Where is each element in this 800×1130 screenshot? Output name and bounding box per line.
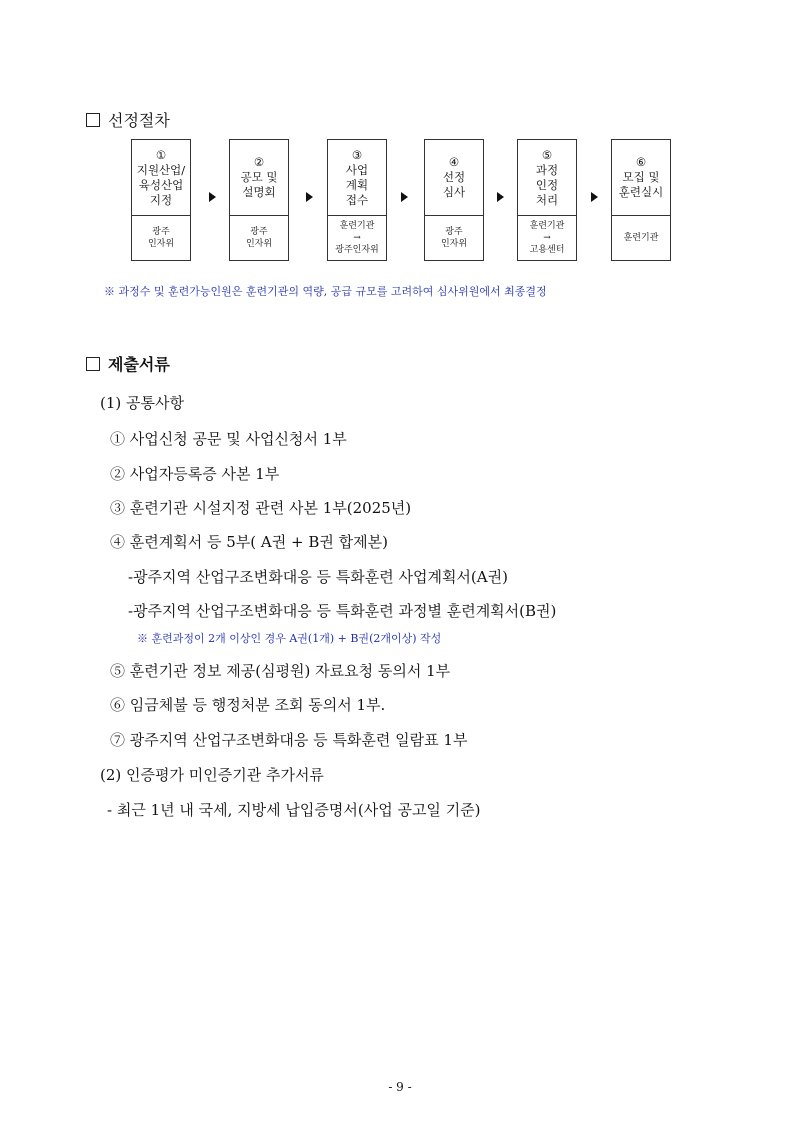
flow-step-label: 육성산업 [138, 177, 184, 192]
flow-step-number: ③ [351, 147, 363, 162]
doc-item: ⑥ 임금체불 등 행정처분 조회 동의서 1부. [110, 696, 386, 714]
flow-step-box [229, 139, 289, 261]
flow-step-owner-text: 훈련기관 [623, 233, 659, 243]
flow-step-label: 계획 [345, 177, 369, 192]
flow-step-label: 과정 [535, 162, 559, 177]
flow-step-label: 설명회 [242, 185, 276, 199]
flow-step-owner [230, 216, 288, 260]
doc-subitem: -광주지역 산업구조변화대응 등 특화훈련 과정별 훈련계획서(B권) [128, 602, 557, 620]
flow-step-number: ② [253, 155, 265, 169]
flow-step-main [230, 140, 288, 216]
flow-step-owner [612, 216, 670, 260]
flow-step-label: 인정 [535, 177, 559, 192]
subsection-additional: (2) 인증평가 미인증기관 추가서류 [100, 766, 324, 784]
flow-step-main [132, 140, 190, 216]
flow-step-owner-text: 광주 [250, 227, 268, 237]
flow-step-label: 공모 및 [240, 170, 278, 184]
flow-step-label: 심사 [442, 185, 466, 199]
flow-step-label: 모집 및 [622, 170, 660, 184]
flow-arrow-icon [306, 192, 313, 202]
flow-step-owner [425, 216, 483, 260]
flow-step-number: ④ [448, 155, 460, 169]
flow-step-owner-text: 인자위 [245, 239, 273, 249]
page-number: - 9 - [388, 1080, 412, 1094]
doc-subitem: -광주지역 산업구조변화대응 등 특화훈련 사업계획서(A권) [128, 568, 508, 586]
doc-item: ④ 훈련계획서 등 5부( A권 + B권 합제본) [110, 533, 388, 551]
doc-item: ⑦ 광주지역 산업구조변화대응 등 특화훈련 일람표 1부 [110, 731, 468, 749]
additional-item: - 최근 1년 내 국세, 지방세 납입증명서(사업 공고일 기준) [107, 801, 481, 819]
flow-step-label: 선정 [442, 170, 466, 184]
flow-step-label: 지원산업/ [136, 162, 186, 177]
flow-step-number: ⑤ [541, 147, 553, 162]
flow-step-main [425, 140, 483, 216]
flow-step-box [611, 139, 671, 261]
flow-step-main [328, 140, 386, 216]
flow-step-box [131, 139, 191, 261]
flow-step-main [518, 140, 576, 216]
flow-step-owner-text: 광주인자위 [335, 245, 379, 255]
flow-step-number: ⑥ [635, 155, 647, 169]
section-title-documents: 제출서류 [86, 352, 170, 375]
flow-step-owner-text: → [353, 233, 361, 243]
flow-step-label: 지정 [149, 192, 173, 207]
flow-arrow-icon [401, 192, 408, 202]
flow-step-box [517, 139, 577, 261]
flow-step-main [612, 140, 670, 216]
checkbox-square-icon [86, 113, 100, 127]
flow-arrow-icon [497, 192, 504, 202]
doc-item: ① 사업신청 공문 및 사업신청서 1부 [110, 430, 347, 448]
flow-step-owner-text: 훈련기관 [529, 221, 565, 231]
flow-step-owner-text: 인자위 [147, 239, 175, 249]
flow-step-owner-text: 고용센터 [529, 245, 565, 255]
flow-step-owner-text: 광주 [152, 227, 170, 237]
flow-step-owner-text: 인자위 [440, 239, 468, 249]
flow-step-owner-text: → [543, 233, 551, 243]
doc-item: ② 사업자등록증 사본 1부 [110, 465, 280, 483]
selection-note: ※ 과정수 및 훈련가능인원은 훈련기관의 역량, 공급 규모를 고려하여 심사위원에서 최종결정 [104, 285, 547, 298]
flow-step-owner [132, 216, 190, 260]
flow-step-box [327, 139, 387, 261]
doc-item: ⑤ 훈련기관 정보 제공(심평원) 자료요청 동의서 1부 [110, 662, 451, 680]
subsection-common: (1) 공통사항 [100, 394, 184, 412]
flow-step-owner-text: 광주 [445, 227, 463, 237]
flow-step-owner-text: 훈련기관 [339, 221, 375, 231]
doc-item: ③ 훈련기관 시설지정 관련 사본 1부(2025년) [110, 499, 412, 517]
flow-step-owner [328, 216, 386, 260]
flow-step-label: 사업 [345, 162, 369, 177]
flow-arrow-icon [209, 192, 216, 202]
flow-step-label: 접수 [345, 192, 369, 207]
flow-arrow-icon [591, 192, 598, 202]
checkbox-square-icon [86, 357, 100, 371]
flow-step-label: 훈련실시 [618, 185, 664, 199]
flow-step-box [424, 139, 484, 261]
section-title-selection: 선정절차 [86, 108, 170, 131]
training-note: ※ 훈련과정이 2개 이상인 경우 A권(1개) + B권(2개이상) 작성 [137, 632, 442, 645]
flow-step-label: 처리 [535, 192, 559, 207]
flow-step-number: ① [155, 147, 167, 162]
flow-step-owner [518, 216, 576, 260]
